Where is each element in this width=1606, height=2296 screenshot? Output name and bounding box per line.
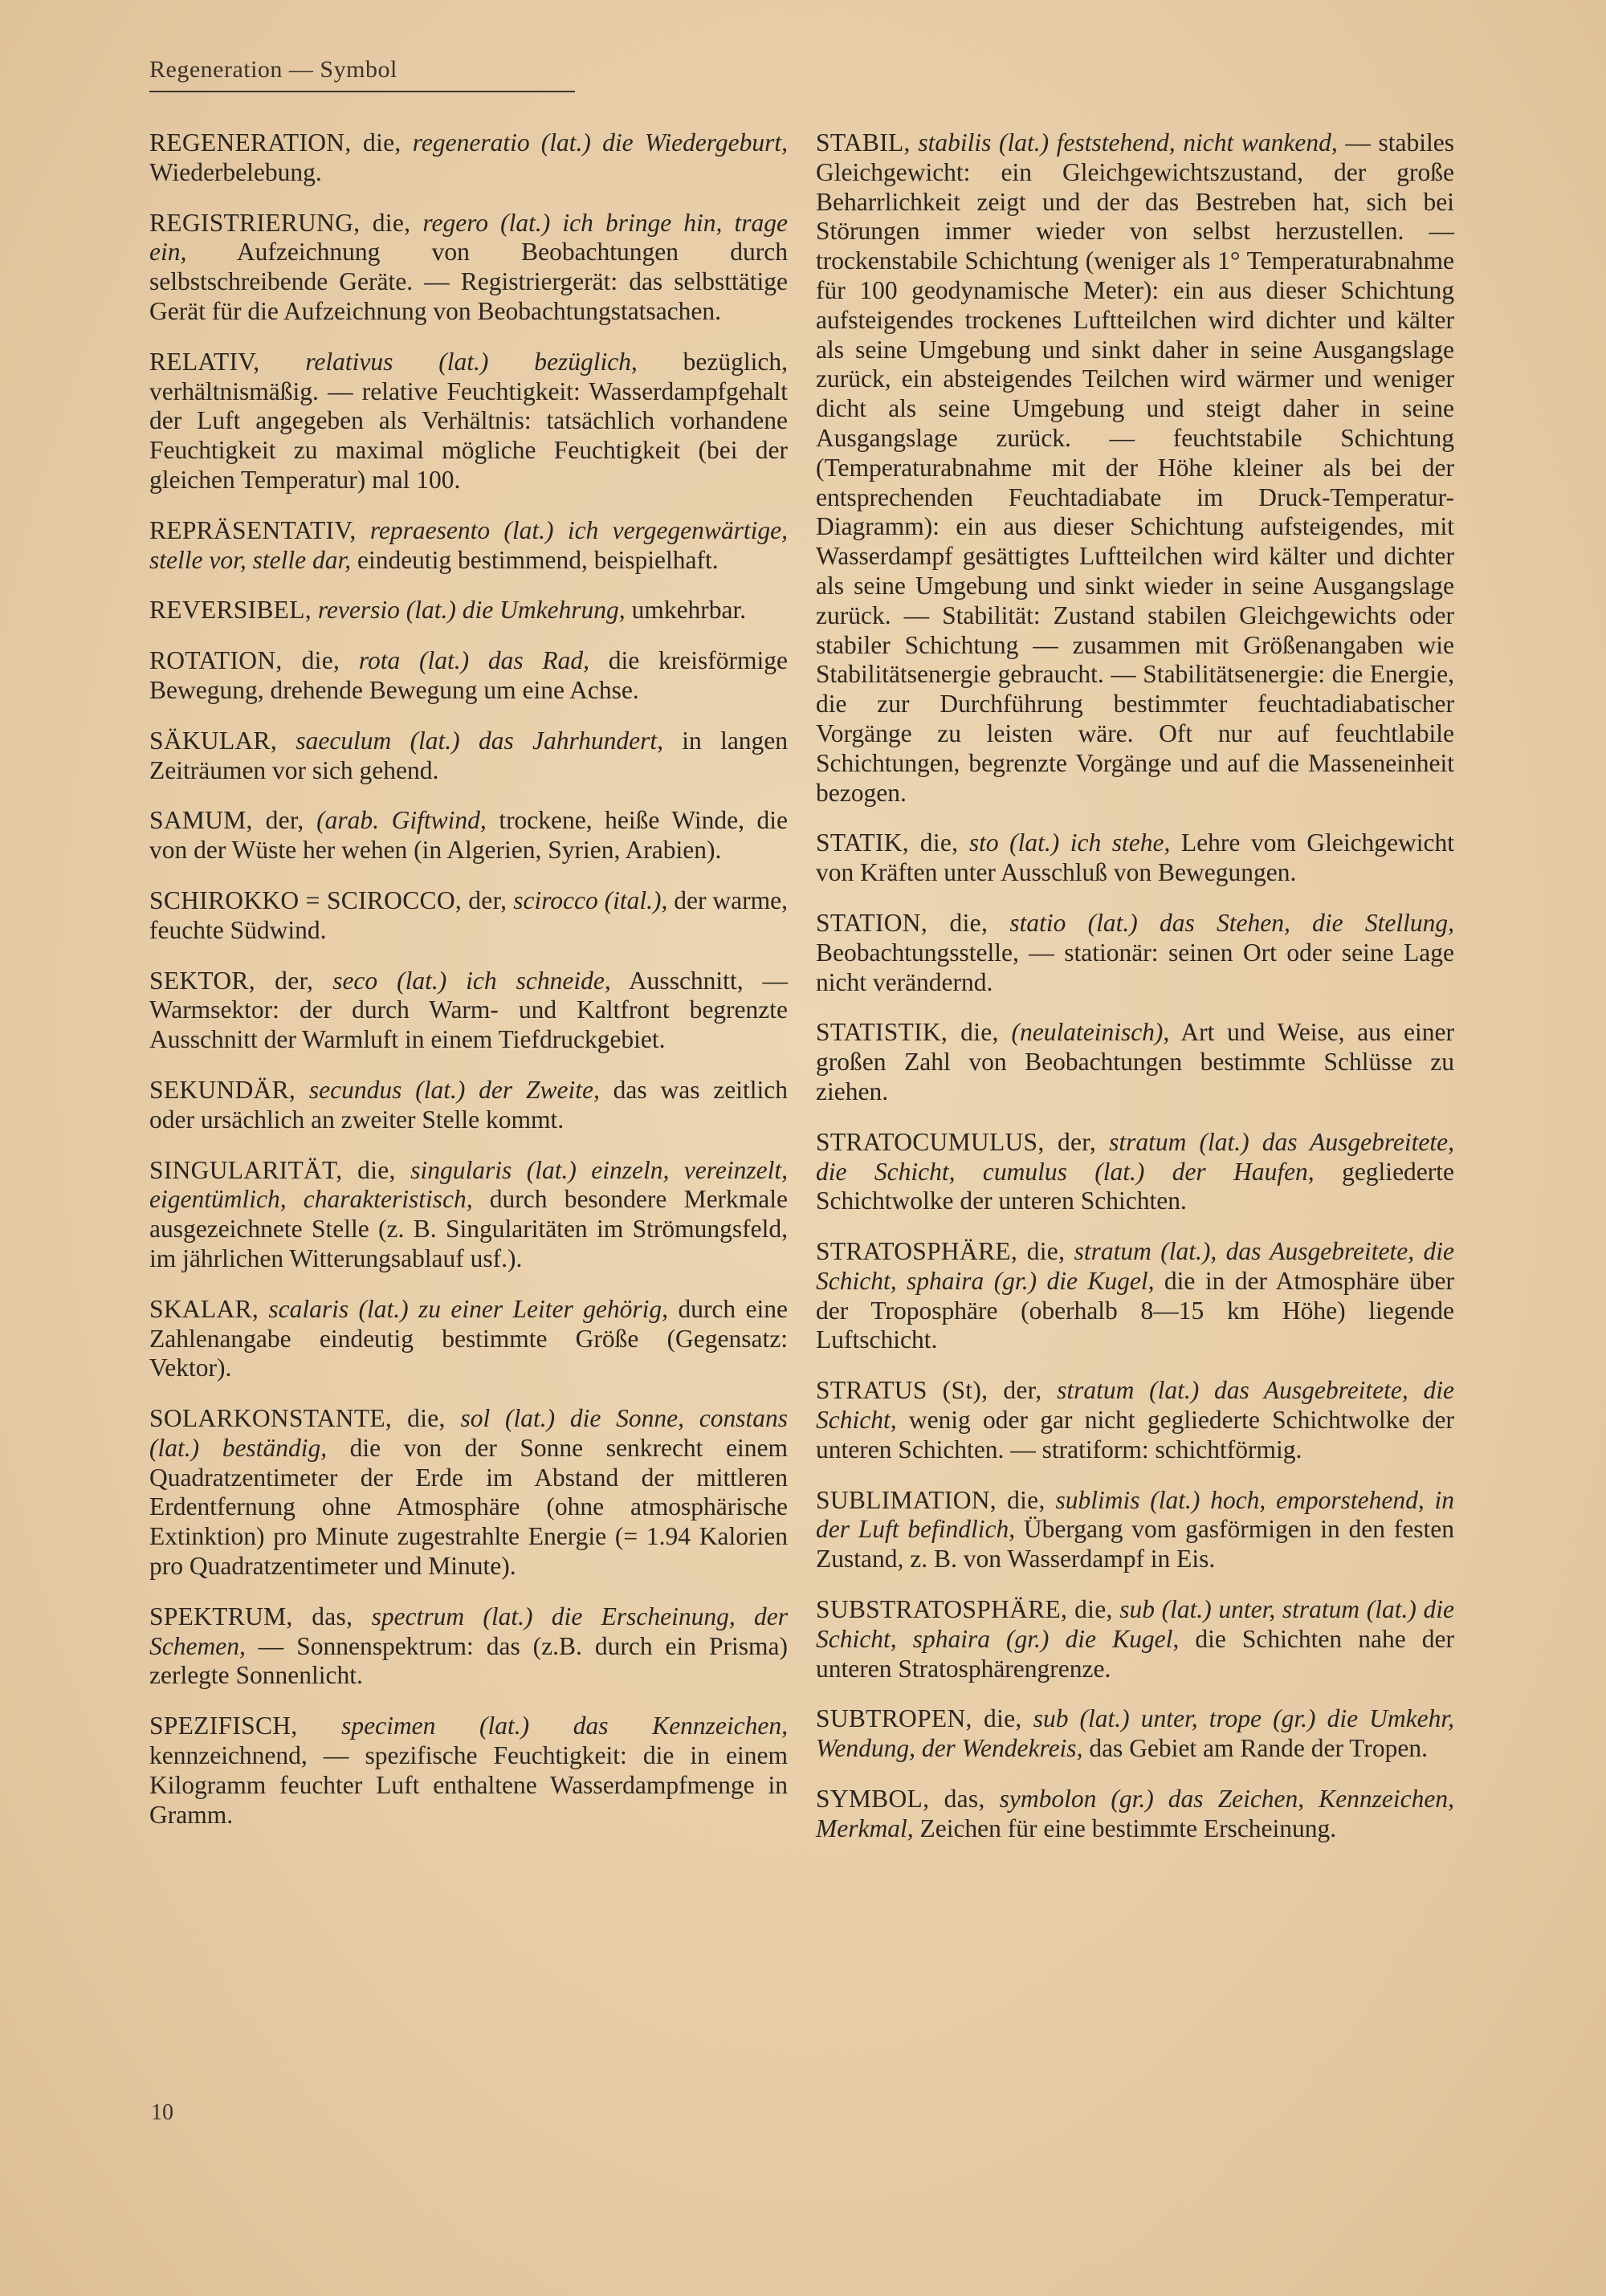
running-head: Regeneration — Symbol <box>149 56 397 83</box>
entry-definition: durch besondere Merkmale ausgezeichnete Stelle (z. B. Singularitäten im Strömungsfeld, im jährlichen Witterungsablauf usf.). <box>149 1185 789 1272</box>
right-column <box>816 128 1454 1865</box>
entry-etymology: (arab. Giftwind, <box>316 806 487 835</box>
entry-term: SEKUNDÄR, <box>149 1075 296 1104</box>
glossary-entry <box>149 1404 788 1582</box>
entry-definition: bezüglich, verhältnismäßig. — relative Feuchtigkeit: Wasserdampfgehalt der Luft angegeben als Verhältnis: tatsächlich vorhandene Feuchtigkeit zu maximal mögliche Feuchtigkeit (bei der gleichen Temperatur) mal 100. <box>149 347 788 494</box>
entry-term: STABIL, <box>816 128 911 157</box>
entry-definition: gegliederte Schichtwolke der unteren Schichten. <box>816 1157 1454 1215</box>
entry-term: SUBSTRATOSPHÄRE, die, <box>816 1595 1113 1624</box>
entry-definition: Aufzeichnung von Beobachtungen durch selbstschreibende Geräte. — Registriergerät: das selbsttätige Gerät für die Aufzeichnung von Beobachtungstatsachen. <box>149 238 789 325</box>
entry-definition: der warme, feuchte Südwind. <box>149 885 788 944</box>
entry-definition: wenig oder gar nicht gegliederte Schichtwolke der unteren Schichten. — stratiform: schichtförmig. <box>816 1406 1454 1463</box>
entry-term: REPRÄSENTATIV, <box>149 515 357 544</box>
entry-etymology: seco (lat.) ich schneide, <box>332 966 611 995</box>
entry-definition: umkehrbar. <box>631 596 747 625</box>
glossary-entry <box>149 1295 788 1383</box>
entry-definition: trockene, heiße Winde, die von der Wüste her wehen (in Algerien, Syrien, Arabien). <box>149 806 789 865</box>
glossary-entry <box>816 1785 1454 1844</box>
entry-term: STRATUS (St), der, <box>816 1376 1042 1405</box>
entry-definition: Zeichen für eine bestimmte Erscheinung. <box>919 1814 1337 1842</box>
entry-etymology: spectrum (lat.) die Erscheinung, der Schemen, <box>149 1602 788 1660</box>
entry-term: RELATIV, <box>149 347 260 376</box>
glossary-entry <box>816 1376 1454 1464</box>
entry-term: SOLARKONSTANTE, die, <box>149 1404 446 1433</box>
entry-term: SPEZIFISCH, <box>149 1712 298 1740</box>
glossary-entry <box>816 1595 1454 1683</box>
entry-etymology: secundus (lat.) der Zweite, <box>308 1075 600 1104</box>
entry-term: SEKTOR, der, <box>149 966 314 995</box>
entry-etymology: scalaris (lat.) zu einer Leiter gehörig, <box>268 1294 669 1323</box>
entry-definition: — Sonnenspektrum: das (z.B. durch ein Prisma) zerlegte Sonnenlicht. <box>149 1631 788 1690</box>
entry-definition: das Gebiet am Rande der Tropen. <box>1089 1734 1428 1763</box>
entry-term: SPEKTRUM, das, <box>149 1602 353 1630</box>
entry-definition: Lehre vom Gleichgewicht von Kräften unter Ausschluß von Bewegungen. <box>816 828 1455 887</box>
entry-etymology: sol (lat.) die Sonne, constans (lat.) beständig, <box>149 1404 788 1462</box>
glossary-entry <box>816 128 1454 808</box>
glossary-entry <box>816 1486 1454 1574</box>
entry-etymology: specimen (lat.) das Kennzeichen, <box>341 1712 788 1740</box>
glossary-entry <box>149 806 788 865</box>
entry-term: SKALAR, <box>149 1294 259 1323</box>
entry-term: SCHIROKKO = SCIROCCO, der, <box>149 885 507 914</box>
glossary-entry <box>816 828 1454 888</box>
glossary-entry <box>816 1237 1454 1355</box>
entry-term: SÄKULAR, <box>149 726 278 755</box>
entry-etymology: sto (lat.) ich stehe, <box>968 828 1171 857</box>
glossary-entry <box>149 1602 788 1691</box>
entry-term: SAMUM, der, <box>149 806 304 835</box>
entry-term: SUBTROPEN, die, <box>816 1704 1022 1733</box>
glossary-entry <box>816 1704 1454 1764</box>
entry-etymology: (neulateinisch), <box>1011 1018 1170 1047</box>
glossary-entry <box>816 1128 1454 1216</box>
entry-term: REGISTRIERUNG, die, <box>149 208 411 237</box>
glossary-entry <box>149 209 788 327</box>
entry-etymology: scirocco (ital.), <box>513 885 668 914</box>
entry-definition: Beobachtungsstelle, — stationär: seinen Ort oder seine Lage nicht verändernd. <box>816 938 1454 996</box>
entry-term: SINGULARITÄT, die, <box>149 1155 396 1184</box>
glossary-entry <box>149 596 788 625</box>
glossary-entry <box>149 516 788 576</box>
entry-term: REGENERATION, die, <box>149 128 402 157</box>
entry-term: SUBLIMATION, die, <box>816 1485 1046 1514</box>
entry-etymology: stratum (lat.) das Ausgebreitete, die Schicht, <box>816 1376 1454 1435</box>
entry-term: SYMBOL, das, <box>816 1785 985 1814</box>
entry-definition: Art und Weise, aus einer großen Zahl von Beobachtungen bestimmte Schlüsse zu ziehen. <box>816 1018 1455 1105</box>
entry-definition: die von der Sonne senkrecht einem Quadratzentimeter der Erde im Abstand der mittleren Erdentfernung ohne Atmosphäre (ohne atmosphärische Extinktion) pro Minute zugestrahlte Energie (= 1.94 Kalorien pro Quadratzentimeter und Minute). <box>149 1433 788 1581</box>
glossary-entry <box>149 1156 788 1274</box>
entry-etymology: sub (lat.) unter, stratum (lat.) die Schicht, sphaira (gr.) die Kugel, <box>816 1595 1455 1653</box>
glossary-entry <box>149 1076 788 1135</box>
left-column <box>149 128 788 1850</box>
entry-etymology: stabilis (lat.) feststehend, nicht wankend, <box>918 128 1338 157</box>
glossary-entry <box>149 967 788 1055</box>
glossary-entry <box>149 128 788 188</box>
entry-definition: die Schichten nahe der unteren Stratosphärengrenze. <box>816 1624 1454 1683</box>
glossary-entry <box>149 1712 788 1830</box>
glossary-entry <box>149 886 788 946</box>
glossary-entry <box>816 909 1454 997</box>
entry-etymology: relativus (lat.) bezüglich, <box>305 347 638 376</box>
entry-etymology: rota (lat.) das Rad, <box>358 646 590 675</box>
entry-etymology: singularis (lat.) einzeln, vereinzelt, eigentümlich, charakteristisch, <box>149 1155 788 1214</box>
entry-etymology: repraesento (lat.) ich vergegenwärtige, stelle vor, stelle dar, <box>149 515 788 574</box>
entry-definition: Ausschnitt, — Warmsektor: der durch Warm- und Kaltfront begrenzte Ausschnitt der Warmluft in einem Tiefdruckgebiet. <box>149 966 789 1054</box>
entry-etymology: regeneratio (lat.) die Wiedergeburt, <box>412 128 789 157</box>
entry-term: STATIK, die, <box>816 828 959 857</box>
entry-definition: in langen Zeiträumen vor sich gehend. <box>149 726 789 784</box>
entry-etymology: stratum (lat.), das Ausgebreitete, die Schicht, sphaira (gr.) die Kugel, <box>816 1237 1454 1295</box>
entry-term: ROTATION, die, <box>149 646 340 675</box>
entry-definition: durch eine Zahlenangabe eindeutig bestimmte Größe (Gegensatz: Vektor). <box>149 1294 789 1382</box>
entry-definition: eindeutig bestimmend, beispielhaft. <box>357 545 719 574</box>
entry-term: REVERSIBEL, <box>149 596 312 625</box>
entry-term: STRATOSPHÄRE, die, <box>816 1237 1066 1266</box>
entry-definition: kennzeichnend, — spezifische Feuchtigkeit: die in einem Kilogramm feuchter Luft enthaltene Wasserdampfmenge in Gramm. <box>149 1741 788 1829</box>
entry-etymology: saeculum (lat.) das Jahrhundert, <box>296 726 664 755</box>
entry-etymology: sub (lat.) unter, trope (gr.) die Umkehr, Wendung, der Wendekreis, <box>816 1704 1454 1763</box>
entry-definition: Wiederbelebung. <box>149 157 322 186</box>
entry-etymology: stratum (lat.) das Ausgebreitete, die Schicht, cumulus (lat.) der Haufen, <box>816 1127 1455 1186</box>
head-rule <box>149 91 575 92</box>
entry-term: STATISTIK, die, <box>816 1018 999 1047</box>
glossary-entry <box>149 727 788 786</box>
glossary-entry <box>149 646 788 706</box>
page-number: 10 <box>151 2100 173 2125</box>
entry-term: STRATOCUMULUS, der, <box>816 1127 1097 1156</box>
entry-etymology: regero (lat.) ich bringe hin, trage ein, <box>149 208 789 267</box>
entry-definition: das was zeitlich oder ursächlich an zweiter Stelle kommt. <box>149 1075 788 1134</box>
entry-definition: die kreisförmige Bewegung, drehende Bewegung um eine Achse. <box>149 646 788 704</box>
entry-definition: Übergang vom gasförmigen in den festen Zustand, z. B. von Wasserdampf in Eis. <box>816 1515 1454 1573</box>
entry-etymology: sublimis (lat.) hoch, emporstehend, in der Luft befindlich, <box>816 1485 1454 1544</box>
entry-definition: — stabiles Gleichgewicht: ein Gleichgewichtszustand, der große Beharrlichkeit zeigt und der das Bestreben hat, sich bei Störungen immer wieder von selbst herzustellen. — trockenstabile Schichtung (weniger als 1° Temperaturabnahme für 100 geodynamische Meter): ein aus dieser Schichtung aufsteigendes trockenes Luftteilchen wird dichter und kälter als seine Umgebung und sinkt daher in seine Ausgangslage zurück, ein absteigendes Teilchen wird wärmer und weniger dicht als seine Umgebung und steigt daher in seine Ausgangslage zurück. — feuchtstabile Schichtung (Temperaturabnahme mit der Höhe kleiner als bei der entsprechenden Feuchtadiabate im Druck-Temperatur-Diagramm): ein aus dieser Schichtung aufsteigendes, mit Wasserdampf gesättigtes Luftteilchen wird kälter und dichter als seine Umgebung und sinkt wieder in seine Ausgangslage zurück. — Stabilität: Zustand stabilen Gleichgewichts oder stabiler Schichtung — zusammen mit Größenangaben wie Stabilitätsenergie gebraucht. — Stabilitätsenergie: die Energie, die zur Durchführung bestimmter feuchtadiabatischer Vorgänge zu leisten wäre. Oft nur auf feuchtlabile Schichtungen, begrenzte Vorgänge und auf die Masseneinheit bezogen. <box>816 128 1454 807</box>
glossary-entry <box>149 348 788 495</box>
entry-term: STATION, die, <box>816 908 988 937</box>
entry-definition: die in der Atmosphäre über der Troposphäre (oberhalb 8—15 km Höhe) liegende Luftschicht. <box>816 1266 1454 1354</box>
entry-etymology: symbolon (gr.) das Zeichen, Kennzeichen, Merkmal, <box>816 1785 1454 1842</box>
entry-etymology: statio (lat.) das Stehen, die Stellung, <box>1009 908 1454 937</box>
entry-etymology: reversio (lat.) die Umkehrung, <box>317 596 626 625</box>
glossary-entry <box>816 1018 1454 1106</box>
